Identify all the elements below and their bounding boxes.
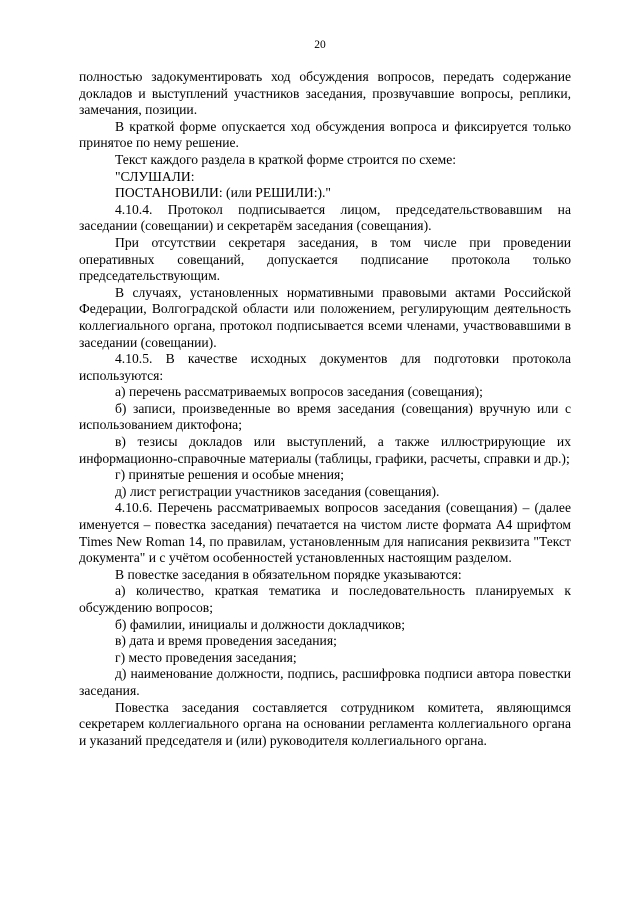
- paragraph: д) наименование должности, подпись, расшифровка подписи автора повестки заседания.: [79, 666, 571, 698]
- paragraph: В краткой форме опускается ход обсуждения вопроса и фиксируется только принятое по нему решение.: [79, 118, 571, 151]
- paragraph: "СЛУШАЛИ:: [115, 168, 195, 184]
- paragraph: а) количество, краткая тематика и последовательность планируемых к обсуждению вопросов;: [79, 583, 571, 615]
- paragraph: в) тезисы докладов или выступлений, а также иллюстрирующие их информационно-справочные материалы (таблицы, графики, расчеты, справки и др.);: [79, 434, 571, 466]
- paragraph: ПОСТАНОВИЛИ: (или РЕШИЛИ:).": [115, 185, 331, 201]
- paragraph: Текст каждого раздела в краткой форме строится по схеме:: [115, 151, 457, 167]
- paragraph: б) фамилии, инициалы и должности докладчиков;: [115, 616, 406, 632]
- paragraph: г) принятые решения и особые мнения;: [115, 467, 345, 483]
- paragraph: 4.10.4. Протокол подписывается лицом, председательствовавшим на заседании (совещании) и секретарём заседания (совещания).: [79, 201, 571, 234]
- paragraph: г) место проведения заседания;: [115, 649, 297, 665]
- paragraph: б) записи, произведенные во время заседания (совещания) вручную или с использованием диктофона;: [79, 400, 571, 433]
- paragraph: 4.10.5. В качестве исходных документов для подготовки протокола используются:: [79, 351, 571, 383]
- document-body: [79, 69, 571, 749]
- paragraph: в) дата и время проведения заседания;: [115, 633, 337, 649]
- paragraph: а) перечень рассматриваемых вопросов заседания (совещания);: [115, 384, 483, 400]
- paragraph: В случаях, установленных нормативными правовыми актами Российской Федерации, Волгоградской области или положением, регулирующим деятельность коллегиального органа, протокол подписывается всеми членами, участвовавшими в заседании (совещании).: [79, 284, 571, 350]
- paragraph: д) лист регистрации участников заседания (совещания).: [115, 483, 440, 499]
- page-number: 20: [314, 39, 326, 51]
- paragraph: Повестка заседания составляется сотрудником комитета, являющимся секретарем коллегиального органа на основании регламента коллегиального органа и указаний председателя и (или) руководителя коллегиального органа.: [79, 699, 571, 748]
- paragraph: В повестке заседания в обязательном порядке указываются:: [115, 566, 462, 582]
- paragraph: полностью задокументировать ход обсуждения вопросов, передать содержание докладов и выступлений участников заседания, прозвучавшие вопросы, реплики, замечания, позиции.: [79, 69, 571, 118]
- paragraph: 4.10.6. Перечень рассматриваемых вопросов заседания (совещания) – (далее именуется – повестка заседания) печатается на чистом листе формата А4 шрифтом Times New Roman 14, по правилам, установленным для написания реквизита "Текст документа" и с учётом особенностей установленных настоящим разделом.: [79, 500, 571, 566]
- paragraph: При отсутствии секретаря заседания, в том числе при проведении оперативных совещаний, допускается подписание протокола только председательствующим.: [79, 234, 571, 284]
